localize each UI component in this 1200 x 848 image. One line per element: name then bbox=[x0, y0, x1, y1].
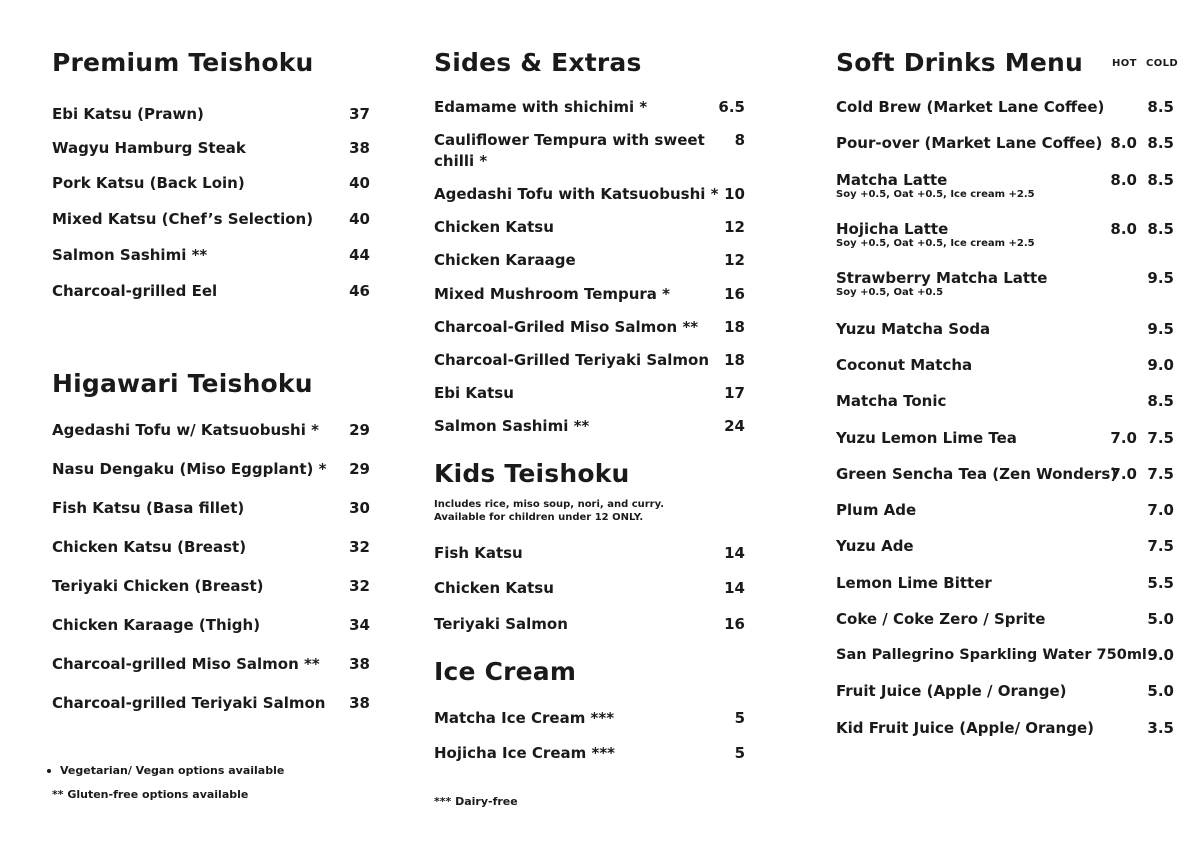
soft-drinks-heading: Soft Drinks Menu bbox=[836, 48, 1083, 77]
drink-hot-price: 7.0 bbox=[1110, 429, 1137, 447]
menu-item-name: Edamame with shichimi * bbox=[434, 98, 648, 116]
vegan-footnote bbox=[47, 764, 284, 778]
drink-name: Plum Ade bbox=[836, 501, 917, 519]
menu-item-name: Chicken Karaage bbox=[434, 251, 576, 269]
drink-name: Strawberry Matcha Latte bbox=[836, 269, 1048, 287]
menu-item-price: 40 bbox=[349, 174, 370, 192]
drink-cold-price: 5.0 bbox=[1147, 682, 1174, 700]
menu-item-name: Matcha Ice Cream *** bbox=[434, 709, 615, 727]
drink-hot-price: 8.0 bbox=[1110, 134, 1137, 152]
menu-item-name: Agedashi Tofu w/ Katsuobushi * bbox=[52, 421, 319, 439]
drink-name: Coconut Matcha bbox=[836, 356, 973, 374]
drink-hot-price: 8.0 bbox=[1110, 220, 1137, 238]
menu-item-name: Ebi Katsu (Prawn) bbox=[52, 105, 204, 123]
kids-note-line-2: Available for children under 12 ONLY. bbox=[434, 512, 644, 523]
drink-cold-price: 8.5 bbox=[1147, 98, 1174, 116]
drink-addon-note: Soy +0.5, Oat +0.5 bbox=[836, 287, 944, 298]
menu-item-name: Mixed Katsu (Chef’s Selection) bbox=[52, 210, 314, 228]
sides-extras-heading: Sides & Extras bbox=[434, 48, 642, 77]
menu-item-name: Teriyaki Chicken (Breast) bbox=[52, 577, 264, 595]
drink-addon-note: Soy +0.5, Oat +0.5, Ice cream +2.5 bbox=[836, 189, 1035, 200]
bullet-icon bbox=[47, 769, 51, 773]
drink-cold-price: 7.5 bbox=[1147, 429, 1174, 447]
drink-cold-price: 7.5 bbox=[1147, 537, 1174, 555]
drink-cold-price: 8.5 bbox=[1147, 171, 1174, 189]
vegan-footnote-text: Vegetarian/ Vegan options available bbox=[60, 764, 285, 777]
menu-item-price: 12 bbox=[724, 251, 745, 269]
menu-item-name: Ebi Katsu bbox=[434, 384, 514, 402]
drink-cold-price: 8.5 bbox=[1147, 392, 1174, 410]
drink-cold-price: 3.5 bbox=[1147, 719, 1174, 737]
menu-item-price: 12 bbox=[724, 218, 745, 236]
drink-cold-price: 9.5 bbox=[1147, 269, 1174, 287]
drink-cold-price: 9.0 bbox=[1147, 356, 1174, 374]
menu-item-price: 17 bbox=[724, 384, 745, 402]
menu-item-price: 34 bbox=[349, 616, 370, 634]
menu-item-name: Charcoal-grilled Eel bbox=[52, 282, 218, 300]
menu-item-name: Mixed Mushroom Tempura * bbox=[434, 285, 670, 303]
menu-item-name: Cauliflower Tempura with sweet bbox=[434, 131, 705, 149]
drink-hot-price: 8.0 bbox=[1110, 171, 1137, 189]
gluten-footnote: ** Gluten-free options available bbox=[52, 788, 249, 801]
menu-item-name: Nasu Dengaku (Miso Eggplant) * bbox=[52, 460, 327, 478]
drink-cold-price: 7.0 bbox=[1147, 501, 1174, 519]
menu-item-name: Chicken Karaage (Thigh) bbox=[52, 616, 261, 634]
menu-item-name: Charcoal-grilled Teriyaki Salmon bbox=[52, 694, 326, 712]
drink-hot-price: 7.0 bbox=[1110, 465, 1137, 483]
menu-item-price: 38 bbox=[349, 139, 370, 157]
menu-item-price: 46 bbox=[349, 282, 370, 300]
dairy-free-footnote: *** Dairy-free bbox=[434, 795, 518, 808]
menu-item-name: Hojicha Ice Cream *** bbox=[434, 744, 616, 762]
premium-teishoku-heading: Premium Teishoku bbox=[52, 48, 314, 77]
menu-item-price: 10 bbox=[724, 185, 745, 203]
drink-addon-note: Soy +0.5, Oat +0.5, Ice cream +2.5 bbox=[836, 238, 1035, 249]
drink-cold-price: 7.5 bbox=[1147, 465, 1174, 483]
menu-item-price: 29 bbox=[349, 460, 370, 478]
menu-item-price: 14 bbox=[724, 544, 745, 562]
drink-name: Yuzu Ade bbox=[836, 537, 914, 555]
menu-item-name: Salmon Sashimi ** bbox=[52, 246, 208, 264]
drink-name: Yuzu Lemon Lime Tea bbox=[836, 429, 1017, 447]
menu-item-price: 6.5 bbox=[718, 98, 745, 116]
drink-name: Hojicha Latte bbox=[836, 220, 949, 238]
drink-name: Lemon Lime Bitter bbox=[836, 574, 992, 592]
menu-item-price: 32 bbox=[349, 538, 370, 556]
drink-cold-price: 5.0 bbox=[1147, 610, 1174, 628]
menu-item-name-continued: chilli * bbox=[434, 152, 488, 170]
menu-item-price: 24 bbox=[724, 417, 745, 435]
drink-cold-price: 8.5 bbox=[1147, 220, 1174, 238]
menu-item-price: 14 bbox=[724, 579, 745, 597]
drink-cold-price: 9.0 bbox=[1147, 646, 1174, 664]
menu-item-price: 18 bbox=[724, 351, 745, 369]
drink-name: Coke / Coke Zero / Sprite bbox=[836, 610, 1046, 628]
menu-item-price: 16 bbox=[724, 615, 745, 633]
drink-cold-price: 9.5 bbox=[1147, 320, 1174, 338]
ice-cream-heading: Ice Cream bbox=[434, 657, 577, 686]
menu-item-price: 8 bbox=[734, 131, 745, 149]
drink-name: Matcha Tonic bbox=[836, 392, 947, 410]
drink-name: Cold Brew (Market Lane Coffee) bbox=[836, 98, 1105, 116]
menu-item-price: 18 bbox=[724, 318, 745, 336]
menu-item-price: 38 bbox=[349, 655, 370, 673]
menu-item-price: 16 bbox=[724, 285, 745, 303]
kids-teishoku-heading: Kids Teishoku bbox=[434, 459, 630, 488]
menu-item-name: Fish Katsu bbox=[434, 544, 523, 562]
menu-item-name: Chicken Katsu bbox=[434, 218, 554, 236]
menu-item-name: Salmon Sashimi ** bbox=[434, 417, 590, 435]
menu-item-price: 40 bbox=[349, 210, 370, 228]
menu-item-name: Pork Katsu (Back Loin) bbox=[52, 174, 245, 192]
menu-item-price: 5 bbox=[734, 709, 745, 727]
menu-item-price: 44 bbox=[349, 246, 370, 264]
menu-item-price: 5 bbox=[734, 744, 745, 762]
menu-item-price: 30 bbox=[349, 499, 370, 517]
kids-note-line-1: Includes rice, miso soup, nori, and curry. bbox=[434, 499, 665, 510]
menu-item-name: Chicken Katsu bbox=[434, 579, 554, 597]
menu-item-name: Charcoal-Griled Miso Salmon ** bbox=[434, 318, 699, 336]
menu-item-name: Teriyaki Salmon bbox=[434, 615, 568, 633]
cold-column-header: COLD bbox=[1146, 58, 1179, 69]
higawari-teishoku-heading: Higawari Teishoku bbox=[52, 369, 313, 398]
menu-item-price: 29 bbox=[349, 421, 370, 439]
menu-item-name: Charcoal-grilled Miso Salmon ** bbox=[52, 655, 320, 673]
drink-name: Fruit Juice (Apple / Orange) bbox=[836, 682, 1067, 700]
drink-name: Pour-over (Market Lane Coffee) bbox=[836, 134, 1103, 152]
menu-item-name: Wagyu Hamburg Steak bbox=[52, 139, 246, 157]
hot-column-header: HOT bbox=[1112, 58, 1137, 69]
menu-item-name: Agedashi Tofu with Katsuobushi * bbox=[434, 185, 719, 203]
drink-name: San Pallegrino Sparkling Water 750ml bbox=[836, 647, 1147, 663]
drink-cold-price: 5.5 bbox=[1147, 574, 1174, 592]
menu-item-price: 32 bbox=[349, 577, 370, 595]
menu-item-price: 38 bbox=[349, 694, 370, 712]
drink-name: Green Sencha Tea (Zen Wonders) bbox=[836, 465, 1118, 483]
drink-name: Kid Fruit Juice (Apple/ Orange) bbox=[836, 719, 1094, 737]
menu-item-price: 37 bbox=[349, 105, 370, 123]
menu-item-name: Charcoal-Grilled Teriyaki Salmon bbox=[434, 351, 710, 369]
drink-name: Yuzu Matcha Soda bbox=[836, 320, 991, 338]
menu-item-name: Chicken Katsu (Breast) bbox=[52, 538, 247, 556]
drink-name: Matcha Latte bbox=[836, 171, 948, 189]
menu-item-name: Fish Katsu (Basa fillet) bbox=[52, 499, 245, 517]
drink-cold-price: 8.5 bbox=[1147, 134, 1174, 152]
